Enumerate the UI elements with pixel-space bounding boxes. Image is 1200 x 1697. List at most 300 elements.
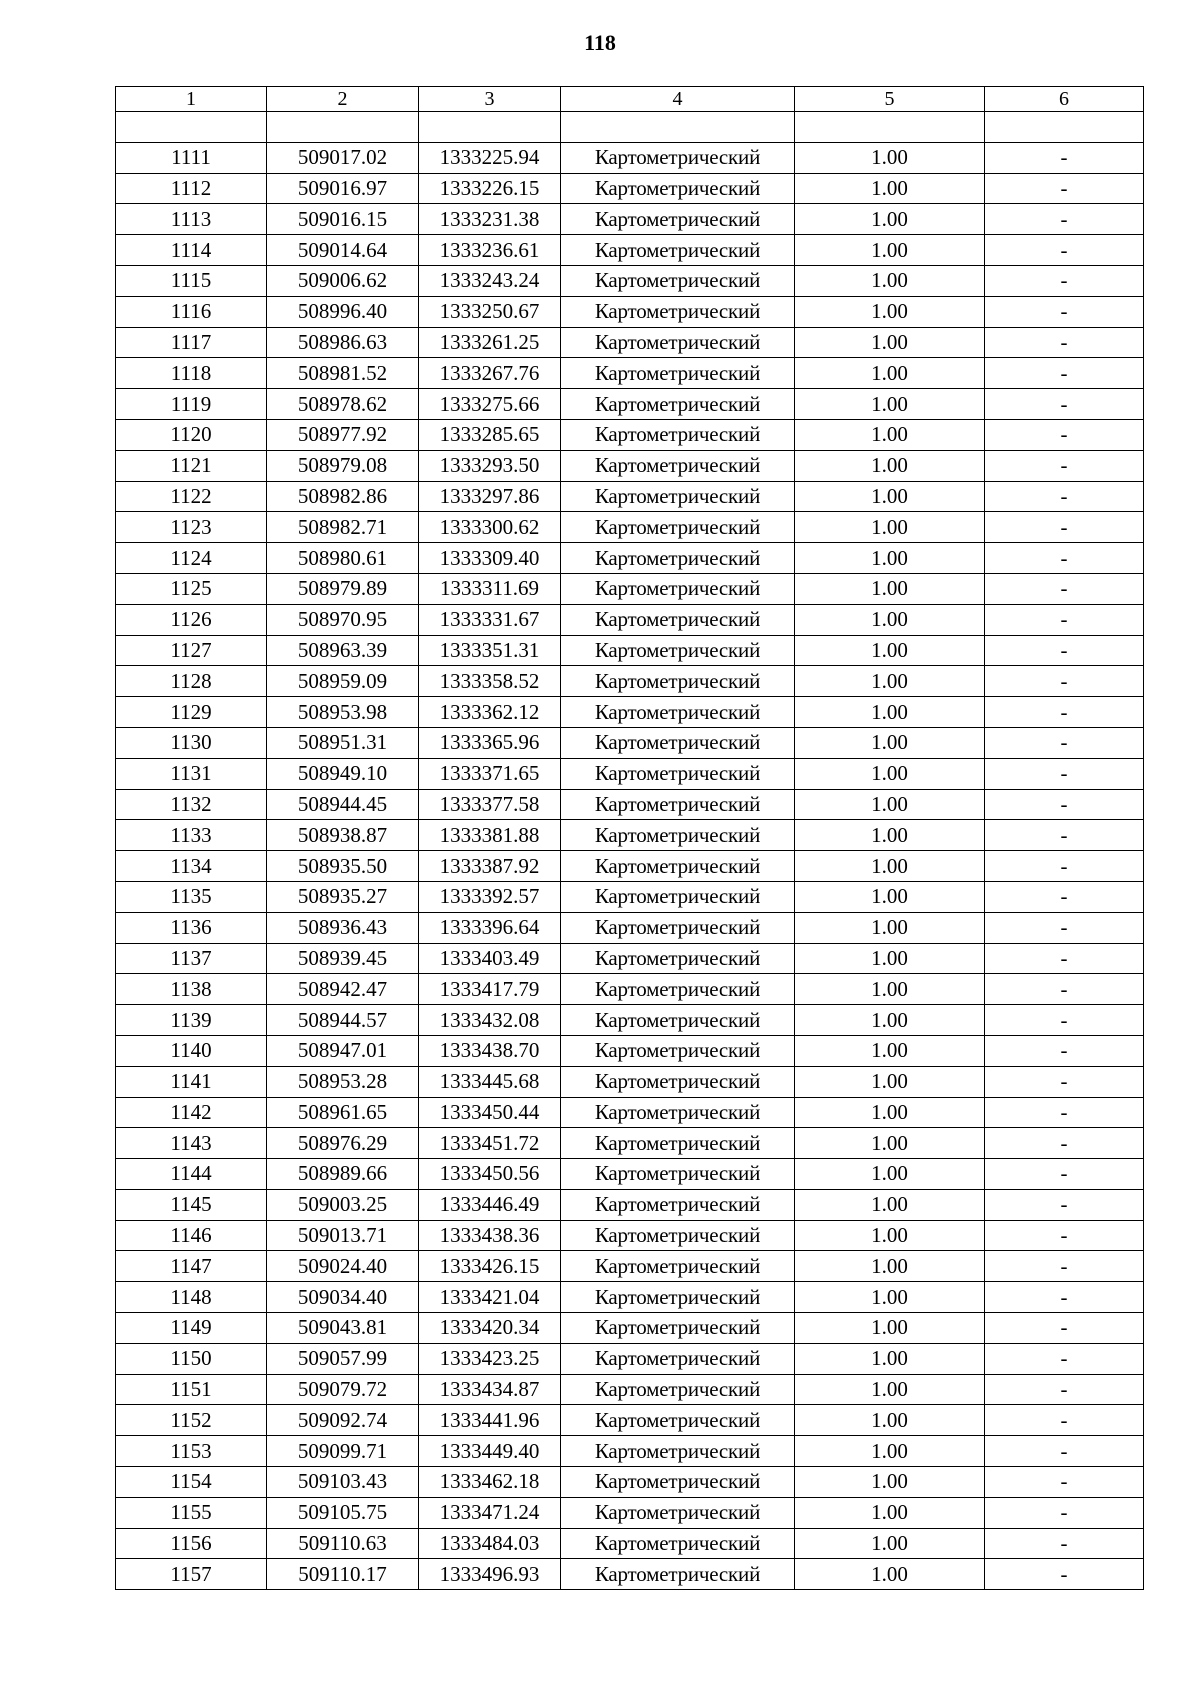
x-coordinate-cell: 508959.09 — [267, 666, 419, 697]
method-cell: Картометрический — [561, 1189, 795, 1220]
accuracy-cell: 1.00 — [795, 943, 985, 974]
accuracy-cell: 1.00 — [795, 974, 985, 1005]
method-cell: Картометрический — [561, 204, 795, 235]
method-cell: Картометрический — [561, 1313, 795, 1344]
y-coordinate-cell: 1333311.69 — [419, 573, 561, 604]
y-coordinate-cell: 1333446.49 — [419, 1189, 561, 1220]
point-number-cell: 1135 — [116, 881, 267, 912]
description-cell: - — [985, 635, 1144, 666]
x-coordinate-cell: 508953.28 — [267, 1066, 419, 1097]
x-coordinate-cell: 509017.02 — [267, 142, 419, 173]
point-number-cell: 1130 — [116, 727, 267, 758]
accuracy-cell: 1.00 — [795, 327, 985, 358]
y-coordinate-cell: 1333432.08 — [419, 1005, 561, 1036]
point-number-cell: 1120 — [116, 419, 267, 450]
y-coordinate-cell: 1333423.25 — [419, 1343, 561, 1374]
description-cell: - — [985, 235, 1144, 266]
method-cell: Картометрический — [561, 358, 795, 389]
accuracy-cell: 1.00 — [795, 1559, 985, 1590]
y-coordinate-cell: 1333421.04 — [419, 1282, 561, 1313]
table-row — [116, 666, 1144, 697]
table-row — [116, 1343, 1144, 1374]
column-header: 6 — [985, 87, 1144, 112]
accuracy-cell: 1.00 — [795, 1528, 985, 1559]
point-number-cell: 1129 — [116, 697, 267, 728]
table-row — [116, 512, 1144, 543]
x-coordinate-cell: 508980.61 — [267, 543, 419, 574]
accuracy-cell: 1.00 — [795, 1497, 985, 1528]
y-coordinate-cell: 1333236.61 — [419, 235, 561, 266]
accuracy-cell: 1.00 — [795, 851, 985, 882]
point-number-cell: 1125 — [116, 573, 267, 604]
y-coordinate-cell: 1333434.87 — [419, 1374, 561, 1405]
table-row — [116, 1189, 1144, 1220]
point-number-cell: 1142 — [116, 1097, 267, 1128]
y-coordinate-cell: 1333293.50 — [419, 450, 561, 481]
point-number-cell: 1117 — [116, 327, 267, 358]
x-coordinate-cell: 508951.31 — [267, 727, 419, 758]
description-cell: - — [985, 789, 1144, 820]
table-row — [116, 727, 1144, 758]
table-row — [116, 450, 1144, 481]
method-cell: Картометрический — [561, 573, 795, 604]
coordinates-table — [115, 86, 1144, 1590]
method-cell: Картометрический — [561, 450, 795, 481]
point-number-cell: 1111 — [116, 142, 267, 173]
accuracy-cell: 1.00 — [795, 1467, 985, 1498]
y-coordinate-cell: 1333438.36 — [419, 1220, 561, 1251]
x-coordinate-cell: 508944.57 — [267, 1005, 419, 1036]
x-coordinate-cell: 509013.71 — [267, 1220, 419, 1251]
table-row — [116, 1159, 1144, 1190]
x-coordinate-cell: 508935.50 — [267, 851, 419, 882]
method-cell: Картометрический — [561, 1343, 795, 1374]
point-number-cell: 1153 — [116, 1436, 267, 1467]
y-coordinate-cell: 1333358.52 — [419, 666, 561, 697]
description-cell: - — [985, 604, 1144, 635]
point-number-cell: 1156 — [116, 1528, 267, 1559]
method-cell: Картометрический — [561, 1374, 795, 1405]
method-cell: Картометрический — [561, 1005, 795, 1036]
x-coordinate-cell: 508986.63 — [267, 327, 419, 358]
accuracy-cell: 1.00 — [795, 358, 985, 389]
table-row — [116, 1035, 1144, 1066]
description-cell — [985, 112, 1144, 143]
table-row — [116, 573, 1144, 604]
method-cell: Картометрический — [561, 789, 795, 820]
description-cell: - — [985, 1343, 1144, 1374]
method-cell: Картометрический — [561, 265, 795, 296]
x-coordinate-cell: 509105.75 — [267, 1497, 419, 1528]
description-cell: - — [985, 1436, 1144, 1467]
x-coordinate-cell: 508939.45 — [267, 943, 419, 974]
x-coordinate-cell: 508947.01 — [267, 1035, 419, 1066]
method-cell: Картометрический — [561, 1128, 795, 1159]
method-cell: Картометрический — [561, 1528, 795, 1559]
x-coordinate-cell: 509110.17 — [267, 1559, 419, 1590]
y-coordinate-cell: 1333450.44 — [419, 1097, 561, 1128]
x-coordinate-cell: 508989.66 — [267, 1159, 419, 1190]
description-cell: - — [985, 1282, 1144, 1313]
description-cell: - — [985, 265, 1144, 296]
column-header: 3 — [419, 87, 561, 112]
x-coordinate-cell: 509006.62 — [267, 265, 419, 296]
method-cell: Картометрический — [561, 389, 795, 420]
description-cell: - — [985, 1128, 1144, 1159]
description-cell: - — [985, 358, 1144, 389]
y-coordinate-cell: 1333231.38 — [419, 204, 561, 235]
description-cell: - — [985, 1405, 1144, 1436]
method-cell: Картометрический — [561, 543, 795, 574]
method-cell: Картометрический — [561, 1282, 795, 1313]
table-row — [116, 820, 1144, 851]
method-cell: Картометрический — [561, 1467, 795, 1498]
table-row — [116, 635, 1144, 666]
description-cell: - — [985, 543, 1144, 574]
table-row — [116, 1313, 1144, 1344]
x-coordinate-cell: 509016.97 — [267, 173, 419, 204]
point-number-cell — [116, 112, 267, 143]
table-row — [116, 1097, 1144, 1128]
accuracy-cell: 1.00 — [795, 173, 985, 204]
x-coordinate-cell: 508978.62 — [267, 389, 419, 420]
point-number-cell: 1157 — [116, 1559, 267, 1590]
accuracy-cell: 1.00 — [795, 635, 985, 666]
accuracy-cell: 1.00 — [795, 450, 985, 481]
x-coordinate-cell: 508935.27 — [267, 881, 419, 912]
point-number-cell: 1131 — [116, 758, 267, 789]
method-cell: Картометрический — [561, 1159, 795, 1190]
method-cell: Картометрический — [561, 512, 795, 543]
accuracy-cell: 1.00 — [795, 789, 985, 820]
table-row — [116, 1497, 1144, 1528]
y-coordinate-cell: 1333309.40 — [419, 543, 561, 574]
x-coordinate-cell: 508961.65 — [267, 1097, 419, 1128]
y-coordinate-cell: 1333496.93 — [419, 1559, 561, 1590]
method-cell: Картометрический — [561, 974, 795, 1005]
description-cell: - — [985, 296, 1144, 327]
table-row — [116, 1251, 1144, 1282]
x-coordinate-cell: 508963.39 — [267, 635, 419, 666]
y-coordinate-cell: 1333462.18 — [419, 1467, 561, 1498]
point-number-cell: 1112 — [116, 173, 267, 204]
x-coordinate-cell: 508953.98 — [267, 697, 419, 728]
accuracy-cell: 1.00 — [795, 1035, 985, 1066]
method-cell: Картометрический — [561, 481, 795, 512]
method-cell: Картометрический — [561, 1097, 795, 1128]
table-row — [116, 1528, 1144, 1559]
description-cell: - — [985, 1313, 1144, 1344]
y-coordinate-cell: 1333371.65 — [419, 758, 561, 789]
table-row — [116, 1436, 1144, 1467]
table-row — [116, 265, 1144, 296]
y-coordinate-cell: 1333275.66 — [419, 389, 561, 420]
y-coordinate-cell: 1333362.12 — [419, 697, 561, 728]
description-cell: - — [985, 881, 1144, 912]
method-cell: Картометрический — [561, 235, 795, 266]
table-body — [116, 112, 1144, 1590]
point-number-cell: 1148 — [116, 1282, 267, 1313]
y-coordinate-cell: 1333471.24 — [419, 1497, 561, 1528]
accuracy-cell: 1.00 — [795, 604, 985, 635]
y-coordinate-cell: 1333331.67 — [419, 604, 561, 635]
x-coordinate-cell: 508981.52 — [267, 358, 419, 389]
accuracy-cell: 1.00 — [795, 1405, 985, 1436]
point-number-cell: 1141 — [116, 1066, 267, 1097]
method-cell: Картометрический — [561, 697, 795, 728]
accuracy-cell — [795, 112, 985, 143]
description-cell: - — [985, 481, 1144, 512]
point-number-cell: 1116 — [116, 296, 267, 327]
x-coordinate-cell: 508979.08 — [267, 450, 419, 481]
method-cell: Картометрический — [561, 173, 795, 204]
table-row — [116, 1467, 1144, 1498]
x-coordinate-cell: 508979.89 — [267, 573, 419, 604]
table-row — [116, 204, 1144, 235]
point-number-cell: 1123 — [116, 512, 267, 543]
y-coordinate-cell: 1333449.40 — [419, 1436, 561, 1467]
column-header: 1 — [116, 87, 267, 112]
description-cell: - — [985, 912, 1144, 943]
accuracy-cell: 1.00 — [795, 1374, 985, 1405]
x-coordinate-cell: 508977.92 — [267, 419, 419, 450]
point-number-cell: 1151 — [116, 1374, 267, 1405]
table-row — [116, 1128, 1144, 1159]
description-cell: - — [985, 727, 1144, 758]
x-coordinate-cell: 508996.40 — [267, 296, 419, 327]
x-coordinate-cell: 509024.40 — [267, 1251, 419, 1282]
table-row — [116, 758, 1144, 789]
method-cell: Картометрический — [561, 912, 795, 943]
method-cell: Картометрический — [561, 635, 795, 666]
point-number-cell: 1122 — [116, 481, 267, 512]
point-number-cell: 1126 — [116, 604, 267, 635]
description-cell: - — [985, 1159, 1144, 1190]
point-number-cell: 1150 — [116, 1343, 267, 1374]
point-number-cell: 1155 — [116, 1497, 267, 1528]
method-cell: Картометрический — [561, 758, 795, 789]
table-row — [116, 358, 1144, 389]
accuracy-cell: 1.00 — [795, 727, 985, 758]
table-row — [116, 327, 1144, 358]
x-coordinate-cell: 509016.15 — [267, 204, 419, 235]
method-cell: Картометрический — [561, 1559, 795, 1590]
description-cell: - — [985, 1005, 1144, 1036]
point-number-cell: 1134 — [116, 851, 267, 882]
x-coordinate-cell: 508982.71 — [267, 512, 419, 543]
accuracy-cell: 1.00 — [795, 666, 985, 697]
point-number-cell: 1114 — [116, 235, 267, 266]
y-coordinate-cell: 1333438.70 — [419, 1035, 561, 1066]
table-row — [116, 604, 1144, 635]
y-coordinate-cell: 1333441.96 — [419, 1405, 561, 1436]
description-cell: - — [985, 758, 1144, 789]
table-row — [116, 389, 1144, 420]
table-row — [116, 697, 1144, 728]
point-number-cell: 1137 — [116, 943, 267, 974]
point-number-cell: 1133 — [116, 820, 267, 851]
table-row — [116, 142, 1144, 173]
method-cell: Картометрический — [561, 604, 795, 635]
description-cell: - — [985, 419, 1144, 450]
table-row — [116, 943, 1144, 974]
accuracy-cell: 1.00 — [795, 1159, 985, 1190]
accuracy-cell: 1.00 — [795, 912, 985, 943]
x-coordinate-cell: 508944.45 — [267, 789, 419, 820]
description-cell: - — [985, 1528, 1144, 1559]
x-coordinate-cell: 509079.72 — [267, 1374, 419, 1405]
x-coordinate-cell: 508936.43 — [267, 912, 419, 943]
method-cell: Картометрический — [561, 327, 795, 358]
y-coordinate-cell: 1333377.58 — [419, 789, 561, 820]
description-cell: - — [985, 1220, 1144, 1251]
point-number-cell: 1119 — [116, 389, 267, 420]
method-cell: Картометрический — [561, 666, 795, 697]
x-coordinate-cell: 508942.47 — [267, 974, 419, 1005]
y-coordinate-cell: 1333351.31 — [419, 635, 561, 666]
point-number-cell: 1145 — [116, 1189, 267, 1220]
x-coordinate-cell: 509034.40 — [267, 1282, 419, 1313]
y-coordinate-cell: 1333445.68 — [419, 1066, 561, 1097]
description-cell: - — [985, 1035, 1144, 1066]
point-number-cell: 1146 — [116, 1220, 267, 1251]
table-row — [116, 235, 1144, 266]
table-row — [116, 481, 1144, 512]
x-coordinate-cell — [267, 112, 419, 143]
point-number-cell: 1149 — [116, 1313, 267, 1344]
method-cell: Картометрический — [561, 142, 795, 173]
accuracy-cell: 1.00 — [795, 1282, 985, 1313]
y-coordinate-cell: 1333285.65 — [419, 419, 561, 450]
y-coordinate-cell: 1333226.15 — [419, 173, 561, 204]
description-cell: - — [985, 943, 1144, 974]
description-cell: - — [985, 573, 1144, 604]
description-cell: - — [985, 697, 1144, 728]
x-coordinate-cell: 509043.81 — [267, 1313, 419, 1344]
method-cell: Картометрический — [561, 1220, 795, 1251]
y-coordinate-cell: 1333426.15 — [419, 1251, 561, 1282]
description-cell: - — [985, 851, 1144, 882]
method-cell: Картометрический — [561, 1405, 795, 1436]
point-number-cell: 1147 — [116, 1251, 267, 1282]
point-number-cell: 1138 — [116, 974, 267, 1005]
y-coordinate-cell: 1333392.57 — [419, 881, 561, 912]
description-cell: - — [985, 666, 1144, 697]
table-row — [116, 419, 1144, 450]
point-number-cell: 1115 — [116, 265, 267, 296]
x-coordinate-cell: 509110.63 — [267, 1528, 419, 1559]
method-cell: Картометрический — [561, 1035, 795, 1066]
accuracy-cell: 1.00 — [795, 389, 985, 420]
description-cell: - — [985, 173, 1144, 204]
accuracy-cell: 1.00 — [795, 1436, 985, 1467]
table-row — [116, 1220, 1144, 1251]
y-coordinate-cell: 1333387.92 — [419, 851, 561, 882]
x-coordinate-cell: 509103.43 — [267, 1467, 419, 1498]
table-row — [116, 912, 1144, 943]
header-row — [116, 87, 1144, 112]
x-coordinate-cell: 508982.86 — [267, 481, 419, 512]
y-coordinate-cell — [419, 112, 561, 143]
accuracy-cell: 1.00 — [795, 1313, 985, 1344]
x-coordinate-cell: 509092.74 — [267, 1405, 419, 1436]
description-cell: - — [985, 1251, 1144, 1282]
y-coordinate-cell: 1333450.56 — [419, 1159, 561, 1190]
y-coordinate-cell: 1333381.88 — [419, 820, 561, 851]
description-cell: - — [985, 450, 1144, 481]
method-cell — [561, 112, 795, 143]
point-number-cell: 1139 — [116, 1005, 267, 1036]
x-coordinate-cell: 508970.95 — [267, 604, 419, 635]
accuracy-cell: 1.00 — [795, 881, 985, 912]
accuracy-cell: 1.00 — [795, 512, 985, 543]
table-row — [116, 1066, 1144, 1097]
method-cell: Картометрический — [561, 1251, 795, 1282]
accuracy-cell: 1.00 — [795, 1128, 985, 1159]
description-cell: - — [985, 327, 1144, 358]
table-row — [116, 543, 1144, 574]
method-cell: Картометрический — [561, 1066, 795, 1097]
description-cell: - — [985, 974, 1144, 1005]
accuracy-cell: 1.00 — [795, 1343, 985, 1374]
table-row — [116, 1559, 1144, 1590]
y-coordinate-cell: 1333243.24 — [419, 265, 561, 296]
y-coordinate-cell: 1333300.62 — [419, 512, 561, 543]
accuracy-cell: 1.00 — [795, 1066, 985, 1097]
point-number-cell: 1152 — [116, 1405, 267, 1436]
x-coordinate-cell: 509003.25 — [267, 1189, 419, 1220]
table-row — [116, 112, 1144, 143]
description-cell: - — [985, 142, 1144, 173]
point-number-cell: 1118 — [116, 358, 267, 389]
method-cell: Картометрический — [561, 1497, 795, 1528]
point-number-cell: 1127 — [116, 635, 267, 666]
point-number-cell: 1132 — [116, 789, 267, 820]
description-cell: - — [985, 389, 1144, 420]
point-number-cell: 1140 — [116, 1035, 267, 1066]
y-coordinate-cell: 1333261.25 — [419, 327, 561, 358]
method-cell: Картометрический — [561, 1436, 795, 1467]
accuracy-cell: 1.00 — [795, 1097, 985, 1128]
table-row — [116, 1405, 1144, 1436]
point-number-cell: 1121 — [116, 450, 267, 481]
point-number-cell: 1144 — [116, 1159, 267, 1190]
y-coordinate-cell: 1333365.96 — [419, 727, 561, 758]
accuracy-cell: 1.00 — [795, 1005, 985, 1036]
point-number-cell: 1136 — [116, 912, 267, 943]
method-cell: Картометрический — [561, 419, 795, 450]
description-cell: - — [985, 1066, 1144, 1097]
point-number-cell: 1143 — [116, 1128, 267, 1159]
x-coordinate-cell: 509057.99 — [267, 1343, 419, 1374]
table-row — [116, 296, 1144, 327]
method-cell: Картометрический — [561, 820, 795, 851]
y-coordinate-cell: 1333417.79 — [419, 974, 561, 1005]
y-coordinate-cell: 1333250.67 — [419, 296, 561, 327]
column-header: 2 — [267, 87, 419, 112]
description-cell: - — [985, 1097, 1144, 1128]
x-coordinate-cell: 508976.29 — [267, 1128, 419, 1159]
table-row — [116, 851, 1144, 882]
point-number-cell: 1124 — [116, 543, 267, 574]
point-number-cell: 1128 — [116, 666, 267, 697]
description-cell: - — [985, 204, 1144, 235]
x-coordinate-cell: 509099.71 — [267, 1436, 419, 1467]
y-coordinate-cell: 1333267.76 — [419, 358, 561, 389]
column-header: 4 — [561, 87, 795, 112]
description-cell: - — [985, 1497, 1144, 1528]
column-header: 5 — [795, 87, 985, 112]
